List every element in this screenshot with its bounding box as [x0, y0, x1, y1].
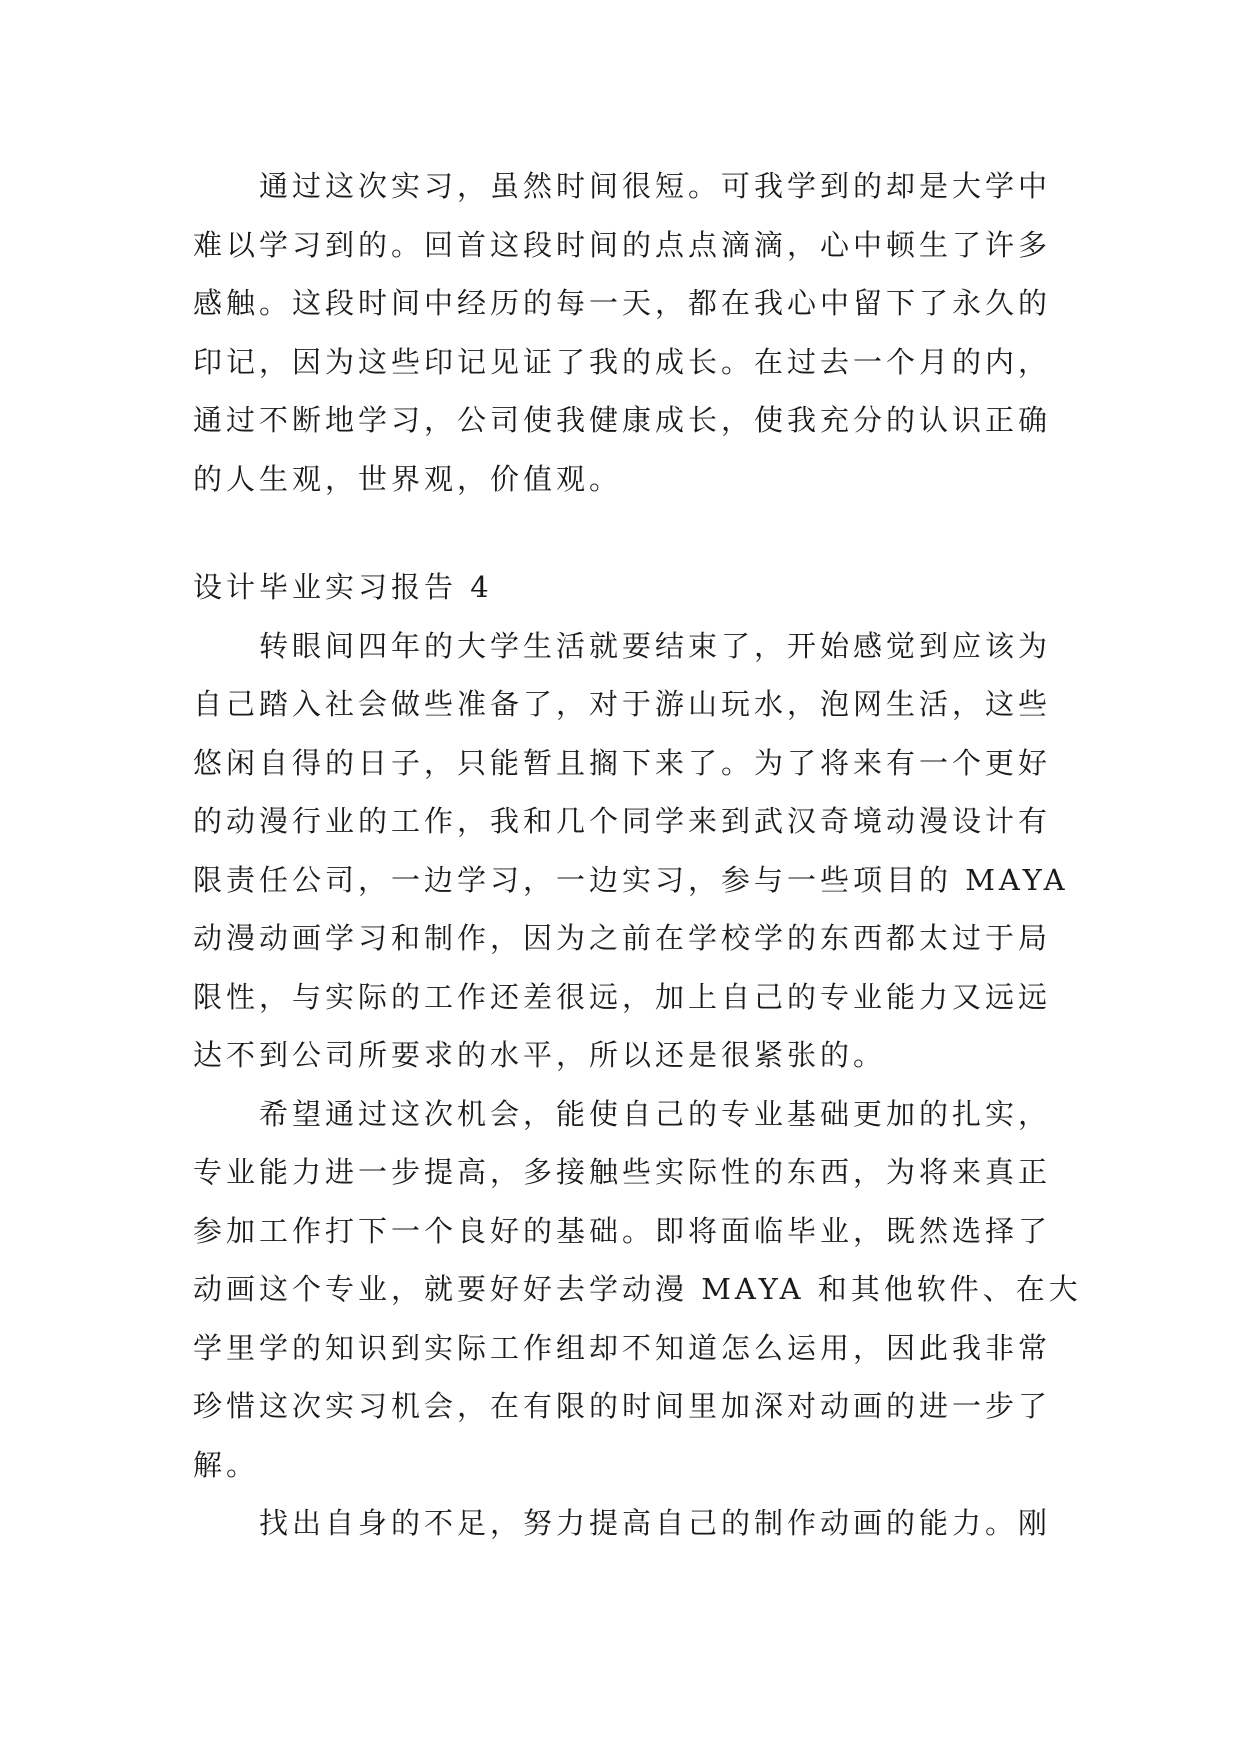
heading-text: 设计毕业实习报告 4 [193, 570, 493, 604]
text-line: 转眼间四年的大学生活就要结束了，开始感觉到应该为 [259, 628, 1052, 663]
text-line: 参加工作打下一个良好的基础。即将面临毕业，既然选择了 [193, 1213, 1052, 1248]
text-line: 找出自身的不足，努力提高自己的制作动画的能力。刚 [259, 1506, 1052, 1540]
text-line: 达不到公司所要求的水平，所以还是很紧张的。 [193, 1038, 887, 1072]
paragraph-3 [193, 1085, 1082, 1495]
paragraph-1 [193, 157, 1063, 508]
text-line: 通过不断地学习，公司使我健康成长，使我充分的认识正确 [193, 403, 1052, 437]
text-line: 悠闲自得的日子，只能暂且搁下来了。为了将来有一个更好 [193, 745, 1052, 780]
text-line: 印记，因为这些印记见证了我的成长。在过去一个月的内， [193, 344, 1052, 379]
text-line: 感触。这段时间中经历的每一天，都在我心中留下了永久的 [193, 286, 1052, 320]
text-line: 希望通过这次机会，能使自己的专业基础更加的扎实， [259, 1096, 1052, 1131]
text-line: 解。 [193, 1447, 260, 1482]
text-line: 通过这次实习，虽然时间很短。可我学到的却是大学中 [259, 169, 1052, 203]
text-line: 学里学的知识到实际工作组却不知道怎么运用，因此我非常 [193, 1330, 1052, 1365]
section-heading [193, 558, 1063, 617]
text-line: 自己踏入社会做些准备了，对于游山玩水，泡网生活，这些 [193, 687, 1052, 721]
paragraph-4 [193, 1494, 1063, 1553]
text-line: 限责任公司，一边学习，一边实习，参与一些项目的 MAYA [193, 862, 1069, 897]
text-line: 的人生观，世界观，价值观。 [193, 461, 623, 496]
text-line: 限性，与实际的工作还差很远，加上自己的专业能力又远远 [193, 979, 1052, 1014]
text-line: 的动漫行业的工作，我和几个同学来到武汉奇境动漫设计有 [193, 804, 1052, 838]
paragraph-2 [193, 617, 1069, 1085]
text-line: 难以学习到的。回首这段时间的点点滴滴，心中顿生了许多 [193, 227, 1052, 262]
document-body [193, 157, 1082, 1553]
text-line: 专业能力进一步提高，多接触些实际性的东西，为将来真正 [193, 1155, 1052, 1189]
text-line: 动画这个专业，就要好好去学动漫 MAYA 和其他软件、在大 [193, 1272, 1082, 1306]
text-line: 动漫动画学习和制作，因为之前在学校学的东西都太过于局 [193, 921, 1052, 955]
text-line: 珍惜这次实习机会，在有限的时间里加深对动画的进一步了 [193, 1389, 1052, 1423]
